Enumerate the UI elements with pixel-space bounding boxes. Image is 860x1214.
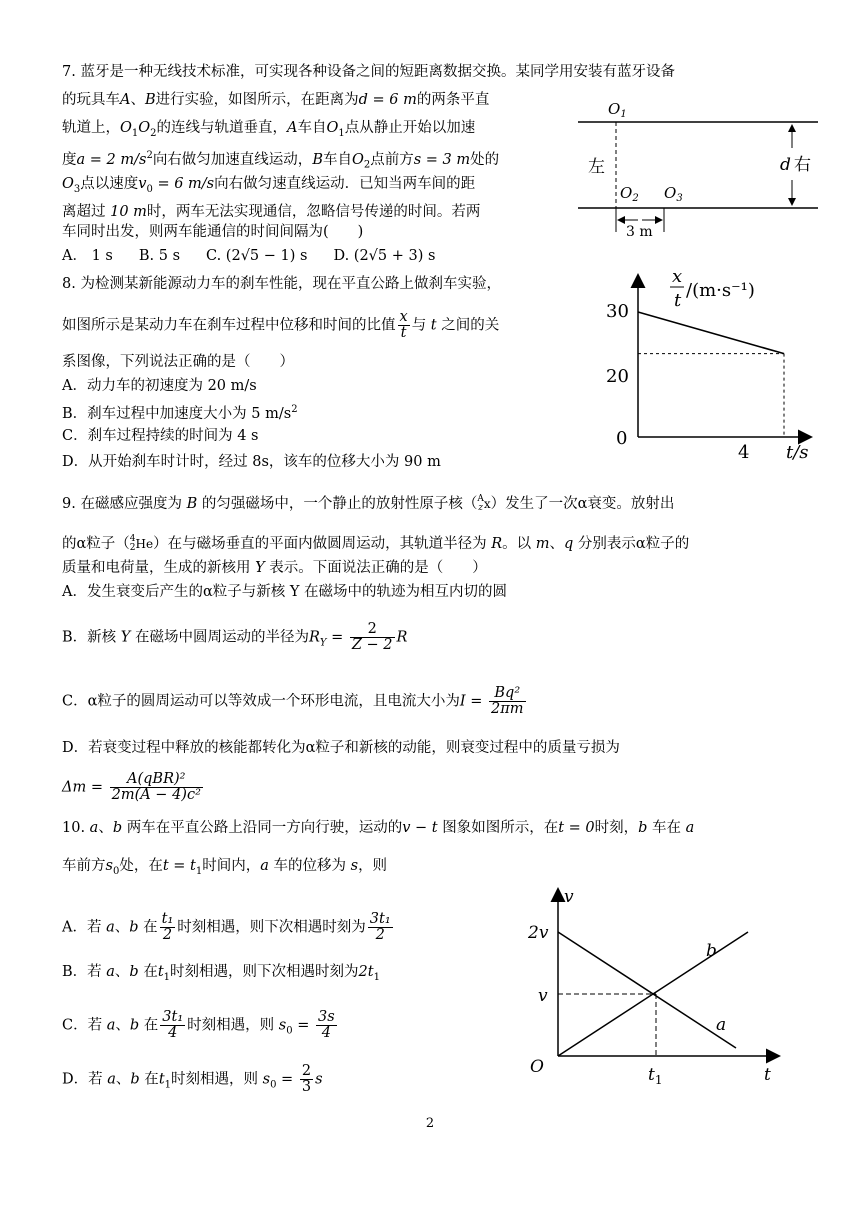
q7-line7: 车同时出发，则两车能通信的时间间隔为( ) <box>62 224 364 240</box>
q10-option-d: D．若 a、b 在$t_1$时刻相遇，则 $s_0$ = $\frac{2}{3}$ s <box>62 1063 323 1095</box>
q9-option-d: D．若衰变过程中释放的核能都转化为α粒子和新核的动能，则衰变过程中的质量亏损为 <box>62 740 620 756</box>
q8-ytick-30: 30 <box>606 301 629 322</box>
o3-label: $O_3$ <box>664 184 683 204</box>
q8-line2: 如图所示是某动力车在刹车过程中位移和时间的比值 $\frac{x}{t}$ 与 t 之间的关 <box>62 309 500 341</box>
q9-line3: 质量和电荷量，生成的新核用 Y 表示。下面说法正确的是（ ） <box>62 560 487 576</box>
q8-xlabel: t/s <box>786 442 809 463</box>
q9-line2: 的α粒子（ 4 2 He）在与磁场垂直的平面内做圆周运动，其轨道半径为 R。以 m、q 分别表示α粒子的 <box>62 534 690 553</box>
q10-option-b: B．若 a、b 在$t_1$时刻相遇，则下次相遇时刻为$2t_1$ <box>62 964 380 983</box>
q8-option-a: A．动力车的初速度为 20 m/s <box>62 378 257 394</box>
q10-origin: O <box>530 1057 544 1077</box>
q8-xtick-4: 4 <box>738 442 750 463</box>
o2-label: $O_2$ <box>620 184 639 204</box>
q8-ytick-0: 0 <box>616 428 628 449</box>
q8-line1: 8. 为检测某新能源动力车的刹车性能，现在平直公路上做刹车实验， <box>62 276 501 292</box>
q7-line4: 度a = 2 $m/s^2$向右做匀加速直线运动，B车自$O_2$点前方s = 3 m处的 <box>62 150 500 171</box>
q10-xlabel: t <box>764 1065 771 1085</box>
q8-ylabel-num: x <box>672 266 683 287</box>
q7-line5: $O_3$点以速度$v_0 = 6$ m/s向右做匀速直线运动．已知当两车间的距 <box>62 176 476 195</box>
q10-graph <box>520 880 790 1090</box>
q7-option-a: A． 1 s <box>62 248 113 264</box>
q8-ytick-20: 20 <box>606 366 629 387</box>
q8-data-line <box>638 312 784 354</box>
q7-line1: 7. 蓝牙是一种无线技术标准，可实现各种设备之间的短距离数据交换。某同学用安装有蓝牙设备 <box>62 64 675 80</box>
q7-options <box>62 246 461 266</box>
right-label: 右 <box>794 155 811 175</box>
q8-ylabel-unit: /(m·s⁻¹) <box>686 280 755 301</box>
q7-line6: 离超过 10 m时，两车无法实现通信，忽略信号传递的时间。若两 <box>62 204 481 220</box>
q7-option-d: D. (2√5 + 3) s <box>333 248 436 264</box>
page-number: 2 <box>425 1116 435 1131</box>
d-label: d <box>780 155 791 175</box>
q8-graph <box>598 262 828 467</box>
q9-option-c: C．α粒子的圆周运动可以等效成一个环形电流，且电流大小为I = $\frac{\text{Bq²}}{2\pi m}$ <box>62 685 524 717</box>
q8-ylabel-den: t <box>674 290 682 311</box>
q10-option-a: A．若 a、b 在 $\frac{\text{t₁}}{2}$ 时刻相遇，则下次相遇时刻为 $\frac{\text{3t₁}}{2}$ <box>62 911 391 943</box>
left-label: 左 <box>588 157 605 177</box>
q7-track-figure <box>572 92 820 240</box>
q7-line2: 的玩具车A、B进行实验，如图所示，在距离为d = 6 m的两条平直 <box>62 92 490 108</box>
q8-option-b: B．刹车过程中加速度大小为 5 $m/s^2$ <box>62 404 298 422</box>
q10-label-b: b <box>706 941 717 961</box>
q10-xtick-t1: $t_1$ <box>648 1065 663 1087</box>
q7-option-c: C. (2√5 − 1) s <box>206 248 308 264</box>
distance-label: 3 m <box>626 224 653 240</box>
q10-ytick-2v: 2v <box>528 923 549 943</box>
q10-line1: 10. a、b 两车在平直公路上沿同一方向行驶，运动的v − t 图象如图所示，在t = 0时刻，b 车在 a <box>62 820 695 836</box>
q9-option-d-formula: Δm = $\frac{\text{A(qBR)²}}{\text{2m(A − 4)c²}}$ <box>62 771 201 803</box>
o1-label: $O_1$ <box>608 100 627 120</box>
q7-option-b: B. 5 s <box>138 248 181 264</box>
q7-line3: 轨道上，$O_1O_2$的连线与轨道垂直，A车自$O_1$点从静止开始以加速 <box>62 120 476 139</box>
q8-option-c: C．刹车过程持续的时间为 4 s <box>62 428 259 444</box>
q10-ytick-v: v <box>538 986 548 1006</box>
q10-label-a: a <box>716 1015 727 1035</box>
q9-option-a: A．发生衰变后产生的α粒子与新核 Y 在磁场中的轨迹为相互内切的圆 <box>62 584 508 600</box>
q9-line1: 9. 在磁感应强度为 B 的匀强磁场中，一个静止的放射性原子核（ A z x）发生了一次α衰变。放射出 <box>62 494 675 513</box>
q8-line3: 系图像，下列说法正确的是（ ） <box>62 354 294 370</box>
q10-option-c: C．若 a、b 在 $\frac{\text{3t₁}}{4}$ 时刻相遇，则 $s_0$ = $\frac{3s}{4}$ <box>62 1009 335 1041</box>
q10-ylabel: v <box>564 887 574 907</box>
q9-option-b: B．新核 Y 在磁场中圆周运动的半径为$R_Y$ = $\frac{2}{Z - 2}$ R <box>62 621 408 653</box>
q10-line2: 车前方$s_0$处，在$t = t_1$时间内，a 车的位移为 s，则 <box>62 858 388 877</box>
q8-option-d: D．从开始刹车时计时，经过 8s，该车的位移大小为 90 m <box>62 454 441 470</box>
